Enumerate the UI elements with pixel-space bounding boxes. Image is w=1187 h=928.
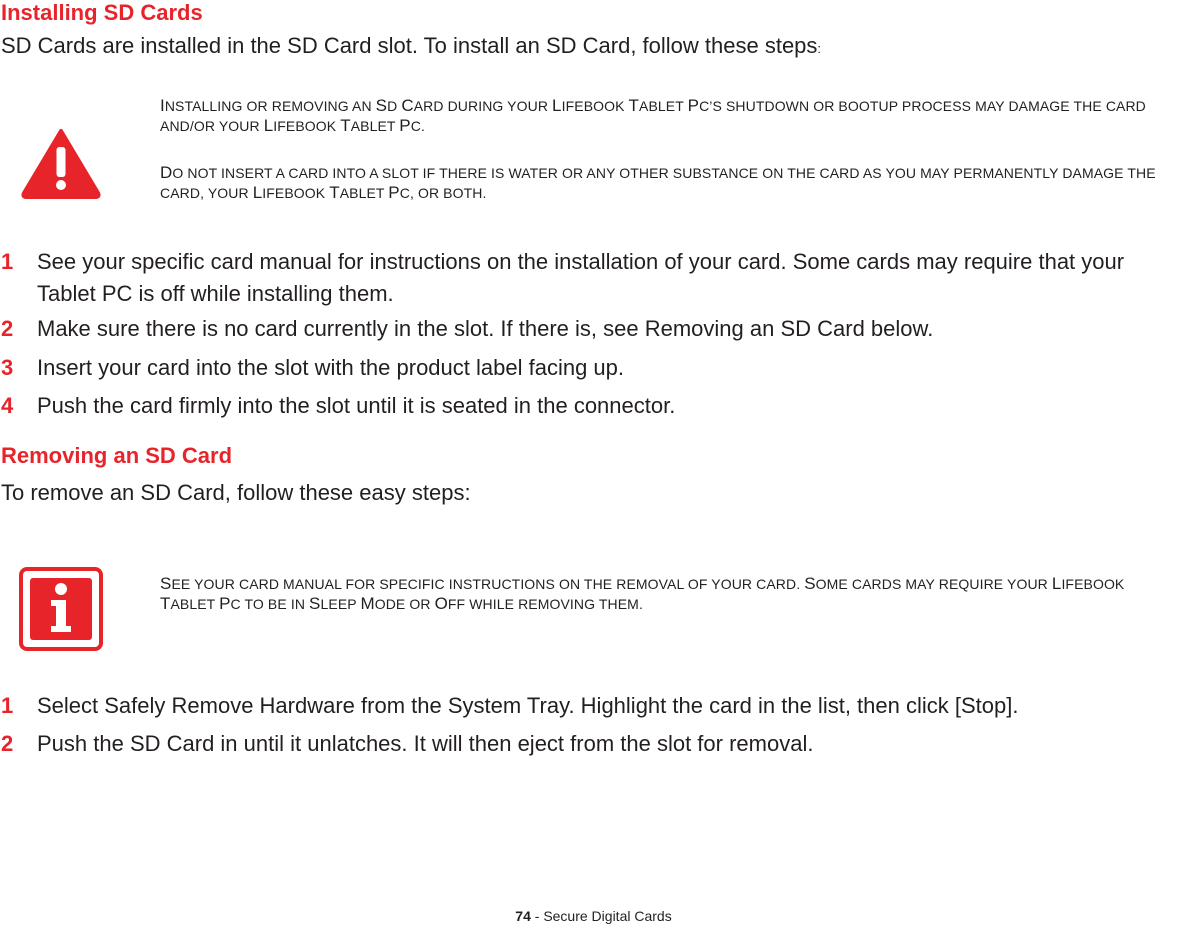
step-number: 3 (1, 355, 14, 380)
removing-intro: To remove an SD Card, follow these easy steps: (1, 480, 471, 505)
page-number: 74 (515, 908, 531, 924)
step-text: Push the SD Card in until it unlatches. It will then eject from the slot for removal. (37, 731, 814, 756)
step-text: Insert your card into the slot with the product label facing up. (37, 355, 624, 380)
installing-intro (1, 32, 821, 63)
footer-section-name: Secure Digital Cards (543, 908, 672, 924)
step-number: 1 (1, 693, 14, 718)
footer-separator: - (530, 908, 544, 924)
step-number: 4 (1, 393, 14, 418)
step-text: Select Safely Remove Hardware from the System Tray. Highlight the card in the list, then click [Stop]. (37, 693, 1019, 718)
step-number: 2 (1, 316, 14, 341)
installing-intro-text: SD Cards are installed in the SD Card slot. To install an SD Card, follow these steps (1, 33, 818, 58)
warning-note-1: INSTALLING OR REMOVING AN SD CARD DURING YOUR LIFEBOOK TABLET PC’S SHUTDOWN OR BOOTUP PROCESS MAY DAMAGE THE CARD AND/OR YOUR LIFEBOOK TABLET PC. (160, 96, 1146, 135)
step-text: Push the card firmly into the slot until it is seated in the connector. (37, 393, 676, 418)
info-icon (18, 566, 104, 652)
step-number: 1 (1, 249, 14, 274)
section-heading-installing: Installing SD Cards (1, 0, 203, 25)
page-footer (0, 907, 1187, 925)
section-heading-removing: Removing an SD Card (1, 443, 233, 468)
step-number: 2 (1, 731, 14, 756)
step-text: Make sure there is no card currently in the slot. If there is, see Removing an SD Card below. (37, 316, 934, 341)
warning-note-2: DO NOT INSERT A CARD INTO A SLOT IF THERE IS WATER OR ANY OTHER SUBSTANCE ON THE CARD AS YOU MAY PERMANENTLY DAMAGE THE CARD, YOUR LIFEBOOK TABLET PC, OR BOTH. (160, 163, 1156, 202)
info-note: SEE YOUR CARD MANUAL FOR SPECIFIC INSTRUCTIONS ON THE REMOVAL OF YOUR CARD. SOME CARDS MAY REQUIRE YOUR LIFEBOOK TABLET PC TO BE IN SLEEP MODE OR OFF WHILE REMOVING THEM. (160, 574, 1125, 613)
step-text: See your specific card manual for instructions on the installation of your card. Some cards may require that your Tablet PC is off while installing them. (37, 249, 1125, 306)
warning-triangle-icon (20, 127, 102, 199)
installing-intro-colon: : (817, 41, 822, 56)
